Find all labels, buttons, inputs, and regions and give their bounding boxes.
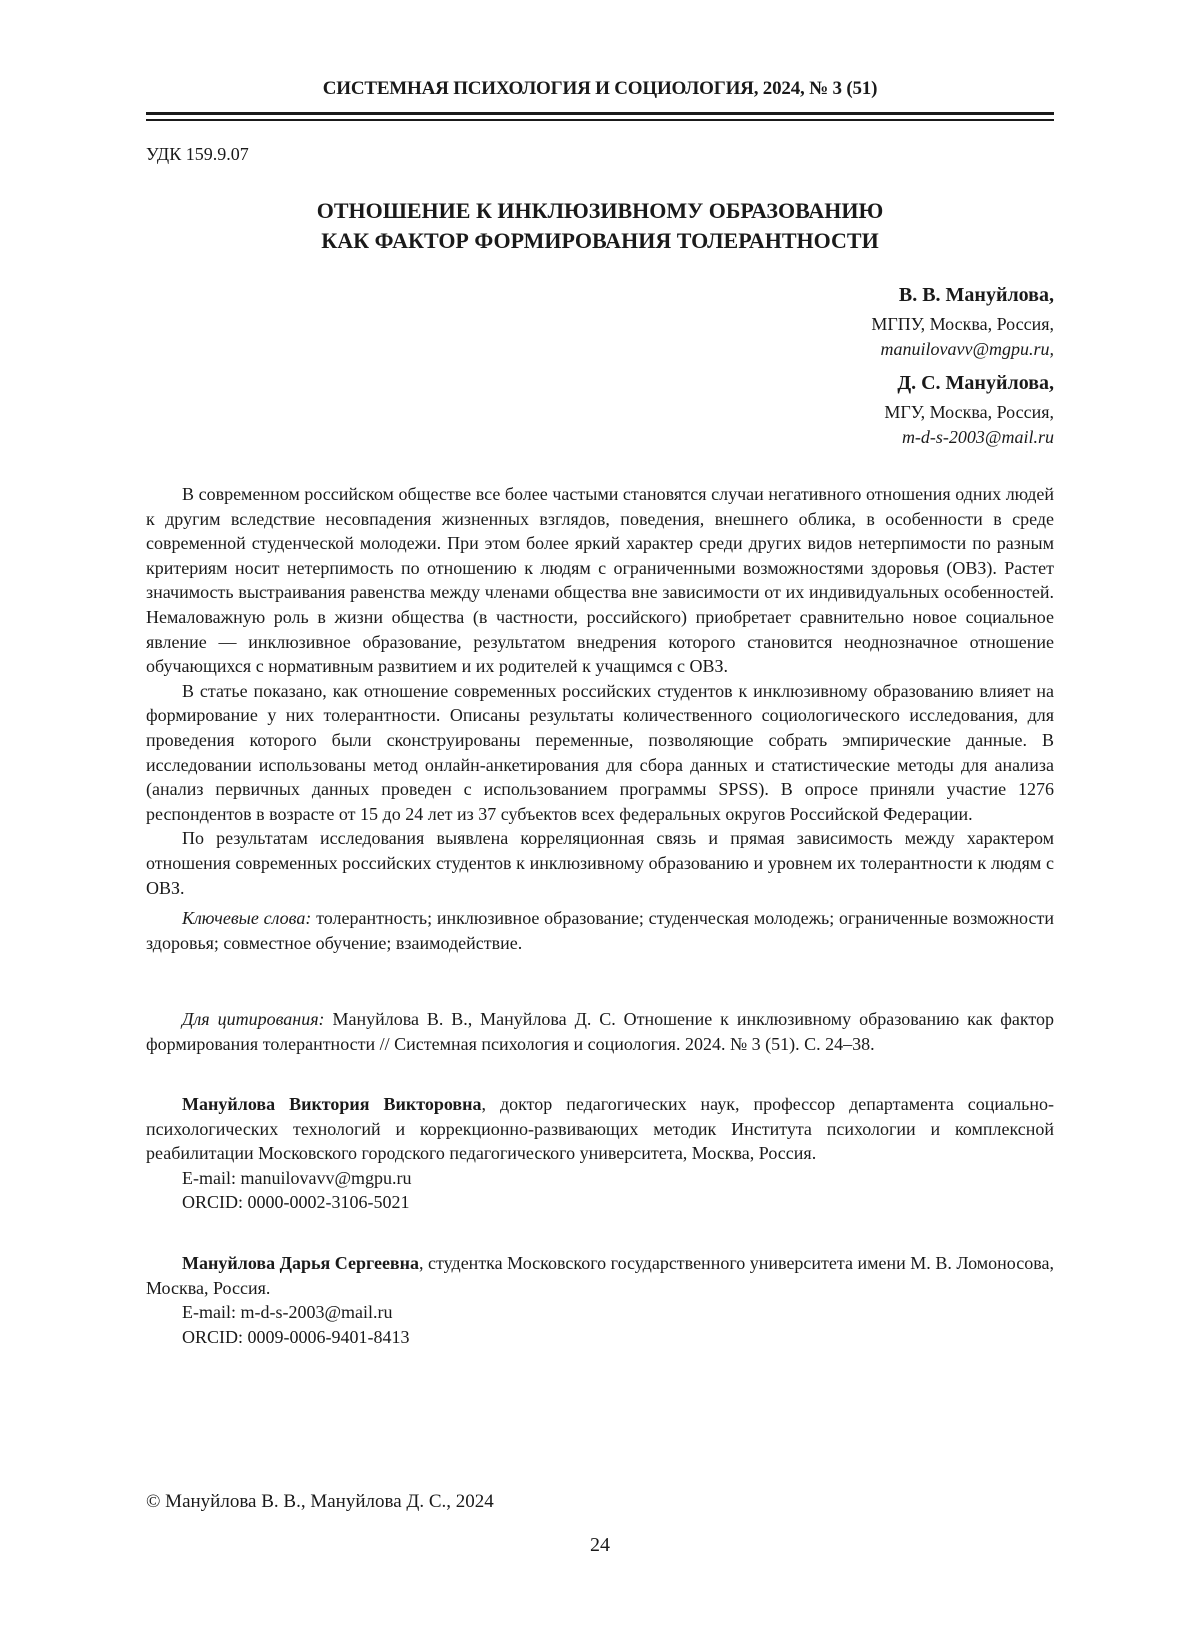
bio-text xyxy=(146,1251,1054,1300)
abstract-paragraph: По результатам исследования выявлена корреляционная связь и прямая зависимость между характером отношения современных российских студентов к инклюзивному образованию и уровнем их толерантности к людям с ОВЗ. xyxy=(146,828,1054,898)
bio-description: , доктор педагогических наук, профессор департамента социально-психологических технологий и коррекционно-развивающих методик Института психологии и комплексной реабилитации Московского городского педагогического университета, Москва, Россия. xyxy=(146,1094,1054,1164)
bio-email-link[interactable]: E-mail: m-d-s-2003@mail.ru xyxy=(182,1302,393,1323)
author-name: Д. С. Мануйлова, xyxy=(897,372,1054,394)
author-list xyxy=(871,283,1054,459)
author-bio xyxy=(146,1251,1054,1349)
author-affiliation: МГПУ, Москва, Россия, xyxy=(871,314,1054,334)
article-title-line-1: ОТНОШЕНИЕ К ИНКЛЮЗИВНОМУ ОБРАЗОВАНИЮ xyxy=(316,198,884,223)
header-rule-thick xyxy=(146,112,1054,115)
article-title xyxy=(146,196,1054,256)
author-bio xyxy=(146,1092,1054,1215)
author-entry xyxy=(871,283,1054,362)
bio-orcid: ORCID: 0000-0002-3106-5021 xyxy=(182,1192,410,1213)
udk-code: УДК 159.9.07 xyxy=(146,144,249,164)
abstract-paragraph: В современном российском обществе все более частыми становятся случаи негативного отношения одних людей к другим вследствие несовпадения жизненных взглядов, поведения, внешнего облика, в особенности в среде современной студенческой молодежи. При этом более яркий характер среди других видов нетерпимости по разным критериям носит нетерпимость по отношению к людям с ограниченными возможностями здоровья (ОВЗ). Растет значимость выстраивания равенства между членами общества вне зависимости от их индивидуальных особенностей. Немаловажную роль в жизни общества (в частности, российского) приобретает сравнительно новое социальное явление — инклюзивное образование, результатом внедрения которого становится неоднозначное отношение обучающихся с нормативным развитием и их родителей к учащимся с ОВЗ. xyxy=(146,484,1054,677)
keywords-label: Ключевые слова: xyxy=(182,908,312,929)
copyright-notice: © Мануйлова В. В., Мануйлова Д. С., 2024 xyxy=(146,1491,494,1512)
bio-email-link[interactable]: E-mail: manuilovavv@mgpu.ru xyxy=(182,1167,412,1188)
author-email-link[interactable]: manuilovavv@mgpu.ru, xyxy=(880,339,1054,359)
running-head: СИСТЕМНАЯ ПСИХОЛОГИЯ И СОЦИОЛОГИЯ, 2024, № 3 (51) xyxy=(322,78,878,99)
page-number: 24 xyxy=(590,1534,610,1556)
author-affiliation: МГУ, Москва, Россия, xyxy=(884,402,1054,422)
bio-description: , студентка Московского государственного университета имени М. В. Ломоносова, Москва, Россия. xyxy=(146,1253,1054,1298)
author-name: В. В. Мануйлова, xyxy=(898,284,1054,306)
article-title-line-2: КАК ФАКТОР ФОРМИРОВАНИЯ ТОЛЕРАНТНОСТИ xyxy=(321,228,879,253)
bio-text xyxy=(146,1092,1054,1166)
bio-name: Мануйлова Виктория Викторовна xyxy=(182,1094,482,1114)
abstract-paragraph: В статье показано, как отношение современных российских студентов к инклюзивному образованию влияет на формирование у них толерантности. Описаны результаты количественного социологического исследования, для проведения которого были сконструированы переменные, позволяющие собрать эмпирические данные. В исследовании использованы метод онлайн-анкетирования для сбора данных и статистические методы для анализа (анализ первичных данных проведен с использованием программы SPSS). В опросе приняли участие 1276 респондентов в возрасте от 15 до 24 лет из 37 субъектов всех федеральных округов Российской Федерации. xyxy=(146,680,1054,824)
citation-text: Мануйлова В. В., Мануйлова Д. С. Отношение к инклюзивному образованию как фактор формирования толерантности // Системная психология и социология. 2024. № 3 (51). С. 24–38. xyxy=(146,1009,1054,1054)
keywords xyxy=(146,906,1054,955)
author-entry xyxy=(871,371,1054,450)
keywords-text: толерантность; инклюзивное образование; студенческая молодежь; ограниченные возможности здоровья; совместное обучение; взаимодействие. xyxy=(146,908,1054,953)
bio-name: Мануйлова Дарья Сергеевна xyxy=(182,1253,420,1273)
author-email-link[interactable]: m-d-s-2003@mail.ru xyxy=(901,427,1054,447)
header-rule-thin xyxy=(146,119,1054,121)
citation xyxy=(146,1007,1054,1056)
abstract xyxy=(146,482,1054,955)
bio-orcid: ORCID: 0009-0006-9401-8413 xyxy=(182,1326,410,1347)
citation-label: Для цитирования: xyxy=(182,1009,325,1029)
